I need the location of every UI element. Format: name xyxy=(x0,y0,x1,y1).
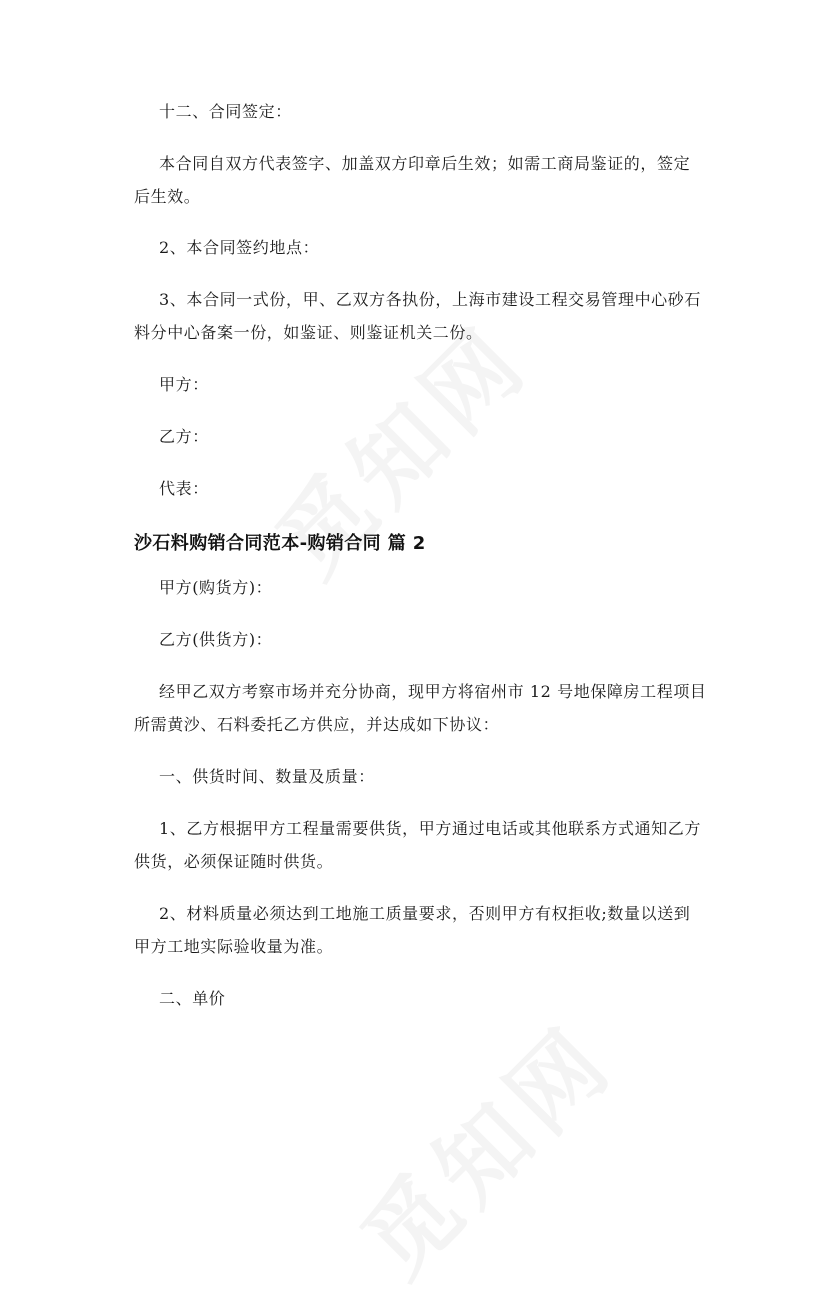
paragraph-line: 本合同自双方代表签字、加盖双方印章后生效；如需工商局鉴证的，签定 xyxy=(159,154,691,173)
paragraph-line: 乙方(供货方)： xyxy=(159,630,273,649)
watermark xyxy=(328,991,638,1301)
paragraph-line: 甲方(购货方)： xyxy=(159,578,273,597)
paragraph-line: 甲方： xyxy=(159,375,209,394)
paragraph-line: 2、材料质量必须达到工地施工质量要求，否则甲方有权拒收;数量以送到 xyxy=(159,904,691,923)
paragraph-line: 一、供货时间、数量及质量： xyxy=(159,767,375,786)
paragraph-line: 乙方： xyxy=(159,427,209,446)
paragraph-line: 供货，必须保证随时供货。 xyxy=(134,852,334,871)
paragraph-line: 二、单价 xyxy=(159,989,226,1008)
paragraph-line: 经甲乙双方考察市场并充分协商，现甲方将宿州市 12 号地保障房工程项目 xyxy=(159,682,707,701)
paragraph-line: 所需黄沙、石料委托乙方供应，并达成如下协议： xyxy=(134,715,500,734)
paragraph-line: 后生效。 xyxy=(134,187,201,206)
paragraph-line: 3、本合同一式份，甲、乙双方各执份，上海市建设工程交易管理中心砂石 xyxy=(159,290,701,309)
section-heading: 沙石料购销合同范本-购销合同 篇 2 xyxy=(134,533,426,554)
paragraph-line: 1、乙方根据甲方工程量需要供货，甲方通过电话或其他联系方式通知乙方 xyxy=(159,819,701,838)
paragraph-line: 料分中心备案一份，如鉴证、则鉴证机关二份。 xyxy=(134,323,483,342)
paragraph-line: 十二、合同签定： xyxy=(159,102,292,121)
paragraph-line: 甲方工地实际验收量为准。 xyxy=(134,937,334,956)
paragraph-line: 2、本合同签约地点： xyxy=(159,238,320,257)
paragraph-line: 代表： xyxy=(159,479,209,498)
